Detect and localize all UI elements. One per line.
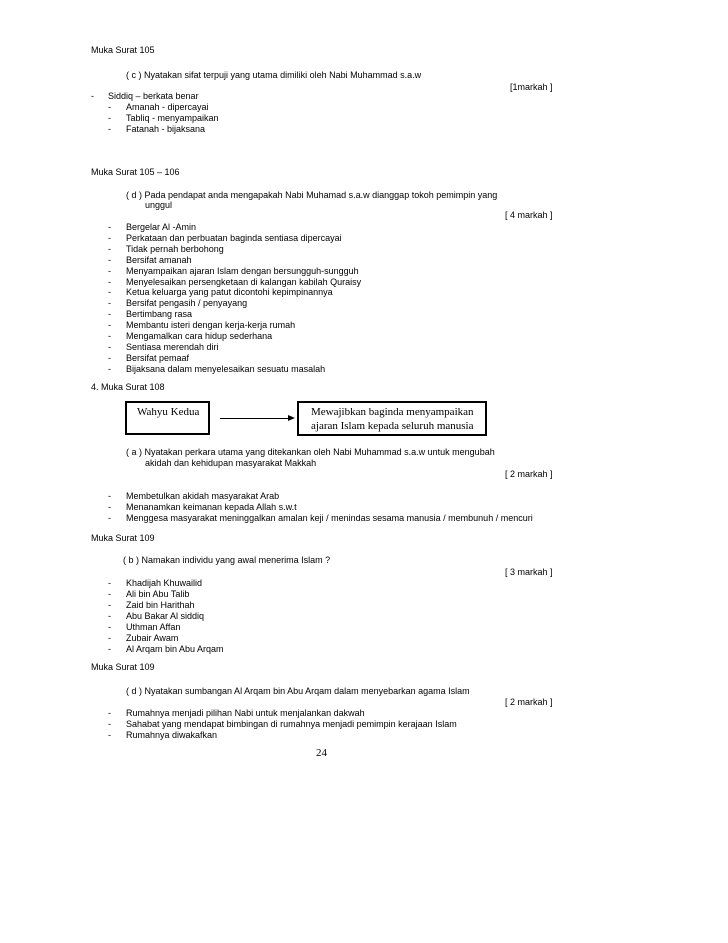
- bullet-dash: -: [108, 320, 111, 331]
- bullet-dash: -: [108, 254, 111, 265]
- list-item: Khadijah Khuwailid: [126, 578, 203, 588]
- bullet-dash: -: [108, 309, 111, 320]
- bullet-dash: -: [108, 341, 111, 352]
- bullet-dash: -: [91, 91, 94, 101]
- list-item: Rumahnya diwakafkan: [126, 730, 218, 740]
- question-text: ( c ) Nyatakan sifat terpuji yang utama dimiliki oleh Nabi Muhammad s.a.w: [126, 70, 422, 80]
- list-item: Tabliq - menyampaikan: [126, 113, 219, 123]
- wahyu-kedua-box: [125, 401, 210, 435]
- list-item: Zaid bin Harithah: [126, 600, 195, 610]
- list-item: Al Arqam bin Abu Arqam: [126, 644, 224, 654]
- question-text: ( d ) Nyatakan sumbangan Al Arqam bin Abu Arqam dalam menyebarkan agama Islam: [126, 686, 470, 696]
- question-text-continued: akidah dan kehidupan masyarakat Makkah: [145, 458, 317, 468]
- section-heading: Muka Surat 109: [91, 662, 155, 672]
- bullet-dash: -: [108, 222, 111, 232]
- bullet-dash: -: [108, 611, 111, 621]
- list-item: Menyampaikan ajaran Islam dengan bersungguh-sungguh: [126, 265, 359, 276]
- bullet-dash: -: [108, 578, 111, 588]
- list-item: Fatanah - bijaksana: [126, 124, 206, 134]
- list-item: Rumahnya menjadi pilihan Nabi untuk menjalankan dakwah: [126, 708, 365, 718]
- list-item: Bersifat pemaaf: [126, 352, 190, 363]
- list-item: Amanah - dipercayai: [126, 102, 209, 112]
- list-item: Ali bin Abu Talib: [126, 589, 190, 599]
- marks-label: [ 2 markah ]: [505, 697, 553, 707]
- bullet-dash: -: [108, 633, 111, 643]
- bullet-dash: -: [108, 719, 111, 729]
- main-answer-item: Siddiq – berkata benar: [108, 91, 199, 101]
- bullet-dash: -: [108, 331, 111, 341]
- bullet-dash: -: [108, 644, 111, 654]
- bullet-dash: -: [108, 243, 111, 254]
- list-item: Zubair Awam: [126, 633, 179, 643]
- question-text: ( a ) Nyatakan perkara utama yang ditekankan oleh Nabi Muhammad s.a.w untuk mengubah: [126, 447, 495, 457]
- list-item: Bertimbang rasa: [126, 309, 193, 320]
- list-item: Mengamalkan cara hidup sederhana: [126, 331, 273, 341]
- marks-label: [ 4 markah ]: [505, 210, 553, 220]
- list-item: Tidak pernah berbohong: [126, 243, 224, 254]
- list-item: Menanamkan keimanan kepada Allah s.w.t: [126, 502, 297, 512]
- section-heading: 4. Muka Surat 108: [91, 382, 165, 392]
- list-item: Menyelesaikan persengketaan di kalangan kabilah Quraisy: [126, 276, 362, 287]
- list-item: Membetulkan akidah masyarakat Arab: [126, 491, 280, 501]
- bullet-dash: -: [108, 287, 111, 298]
- bullet-dash: -: [108, 352, 111, 363]
- bullet-dash: -: [108, 589, 111, 599]
- list-item: Perkataan dan perbuatan baginda sentiasa dipercayai: [126, 232, 342, 243]
- bullet-dash: -: [108, 491, 111, 501]
- bullet-dash: -: [108, 102, 111, 112]
- bullet-dash: -: [108, 124, 111, 134]
- bullet-dash: -: [108, 113, 111, 123]
- bullet-dash: -: [108, 600, 111, 610]
- bullet-dash: -: [108, 265, 111, 276]
- bullet-dash: -: [108, 298, 111, 309]
- question-text: ( d ) Pada pendapat anda mengapakah Nabi Muhamad s.a.w dianggap tokoh pemimpin yang: [126, 190, 498, 200]
- marks-label: [1markah ]: [510, 82, 553, 92]
- question-text-continued: unggul: [145, 200, 173, 210]
- arrow-line: [220, 418, 288, 419]
- section-heading: Muka Surat 105 – 106: [91, 167, 180, 177]
- box-label: Wahyu Kedua: [137, 406, 200, 418]
- wahyu-description-box: [297, 401, 487, 436]
- marks-label: [ 3 markah ]: [505, 567, 553, 577]
- section-heading: Muka Surat 105: [91, 45, 155, 55]
- bullet-dash: -: [108, 502, 111, 512]
- box-text-line: ajaran Islam kepada seluruh manusia: [311, 420, 474, 432]
- bullet-dash: -: [108, 232, 111, 243]
- bullet-dash: -: [108, 513, 111, 523]
- bullet-dash: -: [108, 276, 111, 287]
- bullet-dash: -: [108, 363, 111, 374]
- bullet-dash: -: [108, 622, 111, 632]
- list-item: Sentiasa merendah diri: [126, 341, 219, 352]
- bullet-dash: -: [108, 708, 111, 718]
- question-text: ( b ) Namakan individu yang awal menerima Islam ?: [123, 555, 331, 565]
- list-item: Sahabat yang mendapat bimbingan di rumahnya menjadi pemimpin kerajaan Islam: [126, 719, 457, 729]
- list-item: Bergelar Al -Amin: [126, 222, 197, 232]
- section-heading: Muka Surat 109: [91, 533, 155, 543]
- arrow-head-icon: [288, 415, 295, 421]
- page-number: 24: [316, 747, 327, 759]
- box-text-line: Mewajibkan baginda menyampaikan: [311, 406, 474, 418]
- list-item: Ketua keluarga yang patut dicontohi kepimpinannya: [126, 287, 333, 298]
- list-item: Menggesa masyarakat meninggalkan amalan keji / menindas sesama manusia / membunuh / mencuri: [126, 513, 533, 523]
- bullet-dash: -: [108, 730, 111, 740]
- list-item: Bersifat amanah: [126, 254, 192, 265]
- marks-label: [ 2 markah ]: [505, 469, 553, 479]
- list-item: Bijaksana dalam menyelesaikan sesuatu masalah: [126, 363, 326, 374]
- list-item: Bersifat pengasih / penyayang: [126, 298, 248, 309]
- list-item: Uthman Affan: [126, 622, 181, 632]
- list-item: Membantu isteri dengan kerja-kerja rumah: [126, 320, 296, 331]
- list-item: Abu Bakar Al siddiq: [126, 611, 205, 621]
